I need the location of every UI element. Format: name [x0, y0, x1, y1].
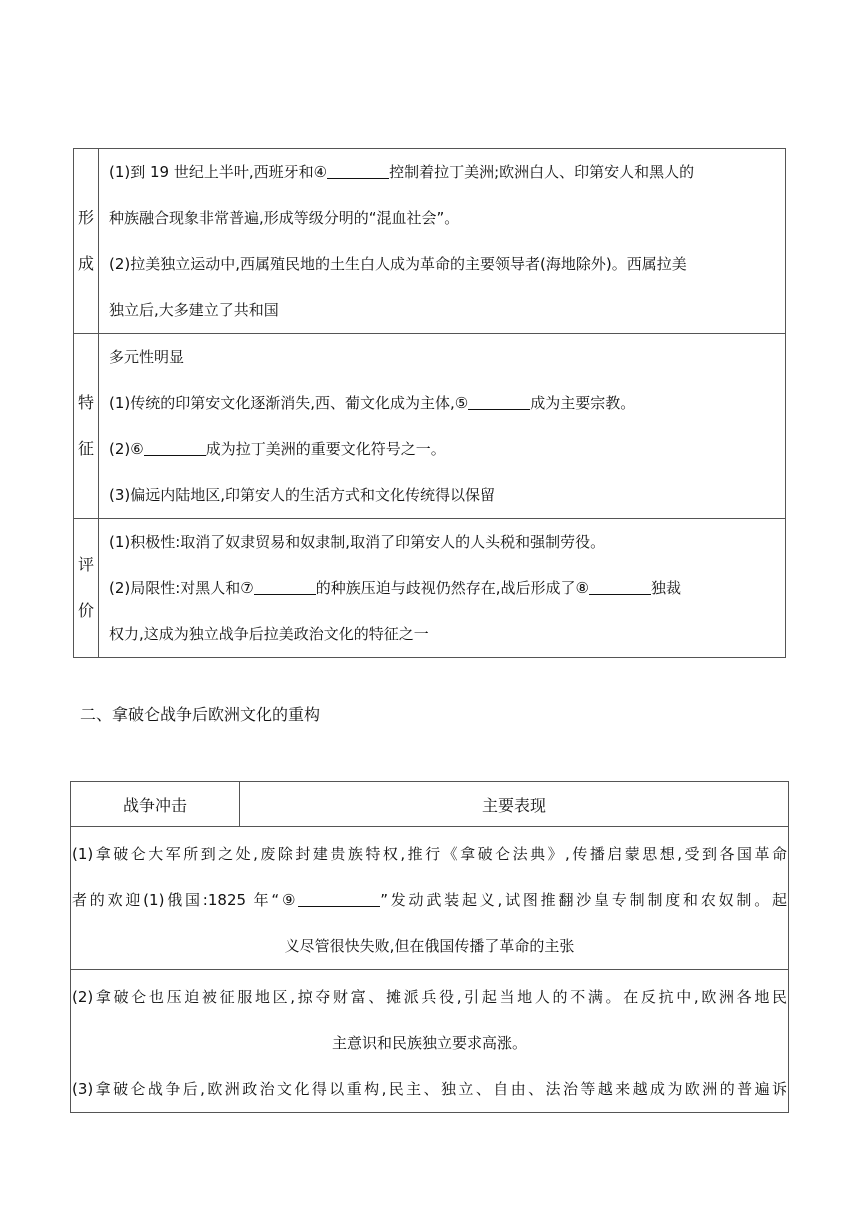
- fill-blank-4: [327, 163, 389, 179]
- label-char: 形: [77, 208, 94, 227]
- text-line: 义尽管很快失败,但在俄国传播了革命的主张: [284, 937, 575, 955]
- text-segment: 控制着拉丁美洲;欧洲白人、印第安人和黑人的: [389, 163, 695, 181]
- merged-cell: [71, 970, 789, 1113]
- table-row: [71, 970, 789, 1113]
- text-line: (3)拿破仑战争后,欧洲政治文化得以重构,民主、独立、自由、法治等越来越成为欧洲的普遍诉: [72, 1080, 787, 1098]
- text-segment: 成为主要宗教。: [530, 394, 636, 412]
- text-line: (2)拉美独立运动中,西属殖民地的土生白人成为革命的主要领导者(海地除外)。西属拉美: [109, 255, 687, 273]
- text-line: [72, 877, 787, 923]
- text-segment: (2)⑥: [109, 440, 144, 458]
- text-line: 独立后,大多建立了共和国: [109, 301, 279, 319]
- text-line: (2)拿破仑也压迫被征服地区,掠夺财富、摊派兵役,引起当地人的不满。在反抗中,欧洲各地民: [72, 988, 787, 1006]
- text-segment: 者的欢迎(1)俄国:1825 年“⑨: [72, 891, 299, 909]
- fill-blank-6: [144, 440, 206, 456]
- merged-cell: [71, 827, 789, 970]
- column-header-impact: 战争冲击: [71, 782, 240, 827]
- row-content-evaluation: [99, 519, 786, 658]
- text-segment: (1)到 19 世纪上半叶,西班牙和④: [109, 163, 328, 181]
- fill-blank-9: [298, 891, 380, 907]
- table-culture-formation: [73, 148, 786, 658]
- fill-blank-5: [468, 394, 530, 410]
- label-char: 价: [77, 601, 94, 620]
- table-header-row: [71, 782, 789, 827]
- label-char: 征: [77, 439, 94, 458]
- table-row-evaluation: [74, 519, 786, 658]
- text-line: 多元性明显: [109, 348, 185, 366]
- fill-blank-8: [589, 579, 651, 595]
- row-label-formation: [74, 149, 99, 334]
- text-line: [109, 565, 779, 611]
- label-char: 成: [77, 254, 94, 273]
- table-row-features: [74, 334, 786, 519]
- text-line: (1)积极性:取消了奴隶贸易和奴隶制,取消了印第安人的人头税和强制劳役。: [109, 533, 606, 551]
- text-line: (3)偏远内陆地区,印第安人的生活方式和文化传统得以保留: [109, 486, 496, 504]
- label-char: 特: [77, 393, 94, 412]
- text-segment: (1)传统的印第安文化逐渐消失,西、葡文化成为主体,⑤: [109, 394, 469, 412]
- text-line: [109, 149, 779, 195]
- text-line: (1)拿破仑大军所到之处,废除封建贵族特权,推行《拿破仑法典》,传播启蒙思想,受到各国革命: [72, 845, 787, 863]
- fill-blank-7: [254, 579, 316, 595]
- text-segment: ”发动武装起义,试图推翻沙皇专制制度和农奴制。起: [380, 891, 787, 909]
- text-line: 权力,这成为独立战争后拉美政治文化的特征之一: [109, 625, 429, 643]
- text-segment: (2)局限性:对黑人和⑦: [109, 579, 254, 597]
- text-segment: 独裁: [650, 579, 681, 597]
- table-row: [71, 827, 789, 970]
- row-label-features: [74, 334, 99, 519]
- text-line: 种族融合现象非常普遍,形成等级分明的“混血社会”。: [109, 209, 460, 227]
- table-row-formation: [74, 149, 786, 334]
- row-label-evaluation: [74, 519, 99, 658]
- section-heading: 二、拿破仑战争后欧洲文化的重构: [80, 705, 321, 724]
- text-segment: 成为拉丁美洲的重要文化符号之一。: [205, 440, 446, 458]
- column-header-manifestation: 主要表现: [240, 782, 789, 827]
- row-content-features: [99, 334, 786, 519]
- text-segment: 的种族压迫与歧视仍然存在,战后形成了⑧: [315, 579, 589, 597]
- text-line: [109, 426, 779, 472]
- table-napoleonic-war: [70, 781, 789, 1113]
- label-char: 评: [77, 555, 94, 574]
- text-line: [109, 380, 779, 426]
- text-line: 主意识和民族独立要求高涨。: [331, 1034, 527, 1052]
- row-content-formation: [99, 149, 786, 334]
